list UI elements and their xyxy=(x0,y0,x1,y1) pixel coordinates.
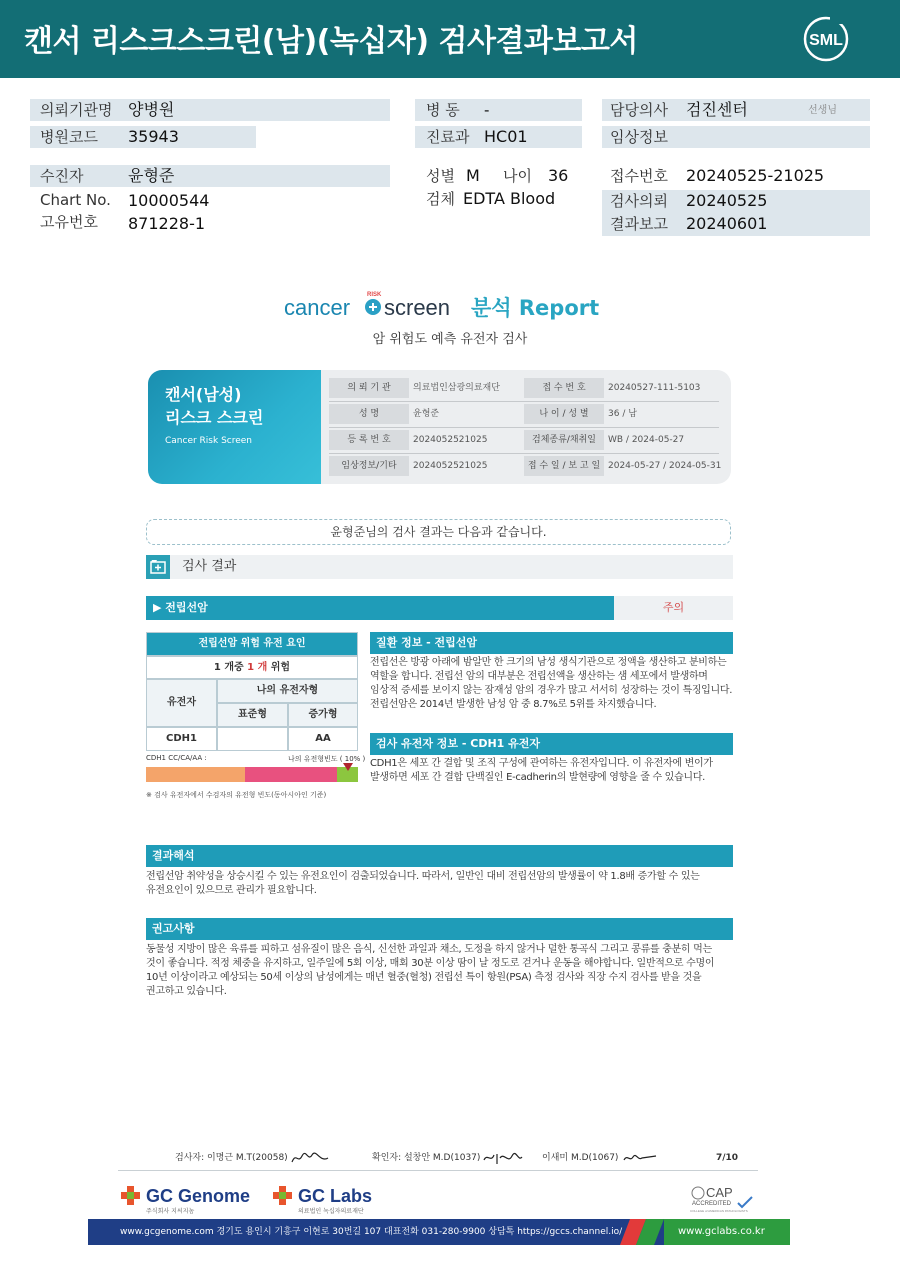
institution-value: 양병원 xyxy=(128,100,175,119)
summary-pre: 1 개중 xyxy=(213,662,244,673)
sml-logo-text: SML xyxy=(809,32,843,49)
card-value: WB / 2024-05-27 xyxy=(608,435,685,445)
doctor-value: 검진센터 xyxy=(686,100,748,119)
card-title-line2: 리스크 스크린 xyxy=(165,408,264,427)
increase-header: 증가형 xyxy=(288,703,358,727)
gene-info-line: 발생하면 세포 간 결합 단백질인 E-cadherin의 발현량에 영향을 줄 수 있습니다. xyxy=(370,772,706,783)
department-value: HC01 xyxy=(484,127,528,146)
card-key: 등 록 번 호 xyxy=(329,430,409,450)
confirmer-signature xyxy=(482,1150,524,1166)
brand-screen: screen xyxy=(384,295,451,320)
frequency-legend-right: 나의 유전형빈도 ( 10% ) xyxy=(288,755,366,763)
gc-genome-text: GC Genome xyxy=(146,1186,251,1206)
clinical-label: 임상정보 xyxy=(610,128,668,146)
gene-table-summary xyxy=(146,656,358,679)
gc-labs-logo xyxy=(270,1182,380,1208)
age-value: 36 xyxy=(548,166,569,185)
brand-report: 분석 Report xyxy=(471,296,600,320)
report-date: 20240601 xyxy=(686,214,768,233)
department-label: 진료과 xyxy=(426,128,470,146)
gc-labs-subtitle: 의료법인 녹십자의료재단 xyxy=(298,1208,364,1215)
greeting-message: 윤형준님의 검사 결과는 다음과 같습니다. xyxy=(146,519,731,545)
summary-card xyxy=(148,370,731,484)
card-key: 임상정보/기타 xyxy=(329,456,409,476)
gc-labs-text: GC Labs xyxy=(298,1186,373,1206)
disease-info-line: 역할을 합니다. 전립선 암의 대부분은 전립선액을 생산하는 샘 세포에서 발생하며 xyxy=(370,671,708,682)
frequency-bar-standard xyxy=(146,767,245,782)
sex-label: 성별 xyxy=(426,167,455,185)
footer-url[interactable]: www.gclabs.co.kr xyxy=(678,1226,765,1237)
cap-accredited: ACCREDITED xyxy=(692,1201,732,1207)
disease-info-title: 질환 정보 - 전립선암 xyxy=(370,632,733,654)
card-key: 접 수 번 호 xyxy=(524,378,604,398)
hospital-code-value: 35943 xyxy=(128,127,179,146)
cap-organization: COLLEGE of AMERICAN PATHOLOGISTS xyxy=(690,1209,748,1213)
receipt-label: 접수번호 xyxy=(610,167,668,185)
recommendation-line: 것이 좋습니다. 적정 체중을 유지하고, 일주일에 5회 이상, 매회 30분 이상 땀이 날 정도로 걷거나 운동을 해야합니다. 일반적으로 수명이 xyxy=(146,958,715,969)
card-title-line1: 캔서(남성) xyxy=(165,385,242,404)
recommendation-line: 권고하고 있습니다. xyxy=(146,986,227,997)
brand-risk: RISK xyxy=(367,292,382,298)
patient-row xyxy=(30,165,390,187)
card-value: 윤형준 xyxy=(413,409,440,419)
page-number: 7/10 xyxy=(716,1153,739,1163)
gene-table-title: 전립선암 위험 유전 요인 xyxy=(146,632,358,656)
specimen-label: 검체 xyxy=(426,190,455,208)
sex-value: M xyxy=(466,166,480,185)
chart-label: Chart No. xyxy=(40,191,111,209)
brand-cancer: cancer xyxy=(284,295,351,320)
document-title: 캔서 리스크스크린(남)(녹십자) 검사결과보고서 xyxy=(24,24,638,59)
category-label: ▶ 전립선암 xyxy=(153,601,208,614)
standard-header: 표준형 xyxy=(217,703,288,727)
recommendation-line: 동물성 지방이 많은 육류를 피하고 섬유질이 많은 음식, 신선한 과일과 채소, 도정을 하지 않거나 덜한 통곡식 그리고 콩류를 충분히 먹는 xyxy=(146,944,712,955)
ward-value: - xyxy=(484,101,490,119)
card-value: 2024-05-27 / 2024-05-31 xyxy=(608,461,722,471)
card-value: 20240527-111-5103 xyxy=(608,383,701,393)
gene-name: CDH1 xyxy=(146,727,217,751)
card-value: 36 / 남 xyxy=(608,409,637,419)
cap-accredited-logo xyxy=(688,1183,760,1213)
cancer-risk-screen-logo xyxy=(284,291,614,325)
sml-logo xyxy=(800,14,852,64)
request-label: 검사의뢰 xyxy=(610,192,668,210)
other-md-label: 이새미 M.D(1067) xyxy=(542,1153,619,1163)
card-divider xyxy=(329,427,719,428)
card-value: 의료법인삼광의료재단 xyxy=(413,383,500,393)
card-key: 검체종류/채취일 xyxy=(524,430,604,450)
gc-genome-logo xyxy=(118,1182,256,1208)
interpretation-line: 전립선암 취약성을 상승시킬 수 있는 유전요인이 검출되었습니다. 따라서, 일반인 대비 전립선암의 발생률이 약 1.8배 증가할 수 있는 xyxy=(146,871,700,882)
card-value: 2024052521025 xyxy=(413,435,488,445)
gene-column-header: 유전자 xyxy=(146,679,217,727)
recommendation-title: 권고사항 xyxy=(146,918,733,940)
footer-address: www.gcgenome.com 경기도 용인시 기흥구 이현로 30번길 107 대표전화 031-280-9900 상담톡 https://gccs.channel.io/ xyxy=(120,1227,623,1237)
footer-divider xyxy=(118,1170,758,1171)
standard-value xyxy=(217,727,288,751)
unique-label: 고유번호 xyxy=(40,213,98,231)
examiner-signature xyxy=(290,1150,330,1166)
section-title: 검사 결과 xyxy=(182,559,237,574)
recommendation-line: 10년 이상이라고 예상되는 50세 이상의 남성에게는 매년 혈중(혈청) 전립선 특이 항원(PSA) 측정 검사와 직장 수지 검사를 받을 것을 xyxy=(146,972,702,983)
card-key: 나 이 / 성 별 xyxy=(524,404,604,424)
gene-info-line: CDH1은 세포 간 결합 및 조직 구성에 관여하는 유전자입니다. 이 유전자에 변이가 xyxy=(370,758,713,769)
examiner-signature-label: 검사자: 이명근 M.T(20058) xyxy=(175,1153,288,1163)
card-divider xyxy=(329,401,719,402)
institution-label: 의뢰기관명 xyxy=(40,101,113,119)
interpretation-title: 결과해석 xyxy=(146,845,733,867)
card-value: 2024052521025 xyxy=(413,461,488,471)
summary-count: 1 개 xyxy=(247,662,268,673)
unique-number: 871228-1 xyxy=(128,214,206,233)
disease-info-line: 전립선은 방광 아래에 밤알만 한 크기의 남성 생식기관으로 정액을 생산하고 분비하는 xyxy=(370,657,727,668)
summary-post: 위험 xyxy=(270,662,291,673)
ward-label: 병 동 xyxy=(426,101,460,119)
patient-label: 수진자 xyxy=(40,167,84,185)
confirmer-signature-label: 확인자: 설창안 M.D(1037) xyxy=(372,1153,481,1163)
card-key: 접 수 일 / 보 고 일 xyxy=(524,456,604,476)
card-divider xyxy=(329,453,719,454)
frequency-bar-hetero xyxy=(245,767,337,782)
frequency-legend-left: CDH1 CC/CA/AA : xyxy=(146,754,207,762)
interpretation-line: 유전요인이 있으므로 관리가 필요합니다. xyxy=(146,885,317,896)
increase-value: AA xyxy=(288,727,358,751)
card-key: 성 명 xyxy=(329,404,409,424)
category-status: 주의 xyxy=(662,601,685,614)
other-md-signature xyxy=(622,1150,658,1166)
card-key: 의 뢰 기 관 xyxy=(329,378,409,398)
gene-info-title: 검사 유전자 정보 - CDH1 유전자 xyxy=(370,733,733,755)
disease-info-line: 전립선암은 2014년 발생한 남성 암 중 8.7%로 5위를 차지했습니다. xyxy=(370,699,657,710)
hospital-code-label: 병원코드 xyxy=(40,128,98,146)
gc-genome-subtitle: 주식회사 지씨지놈 xyxy=(146,1208,195,1215)
doctor-suffix: 선생님 xyxy=(808,105,837,116)
result-folder-icon xyxy=(146,555,170,579)
chart-number: 10000544 xyxy=(128,191,210,210)
frequency-note: ※ 검사 유전자에서 수검자의 유전형 빈도(동아시아인 기준) xyxy=(146,791,327,799)
my-genotype-marker xyxy=(343,763,353,771)
age-label: 나이 xyxy=(503,167,532,185)
specimen-value: EDTA Blood xyxy=(463,189,556,208)
my-genotype-header: 나의 유전자형 xyxy=(217,679,358,703)
disease-info-line: 임상적 증세를 보이지 않는 잠재성 암의 경우가 많고 서서히 성장하는 것이 특징입니다. xyxy=(370,685,733,696)
report-label: 결과보고 xyxy=(610,215,668,233)
request-date: 20240525 xyxy=(686,191,768,210)
category-bar xyxy=(146,596,614,620)
doctor-label: 담당의사 xyxy=(610,101,668,119)
patient-name: 윤형준 xyxy=(128,166,175,185)
card-subtitle: Cancer Risk Screen xyxy=(165,436,253,446)
footer-stripe xyxy=(620,1219,664,1245)
cap-text: CAP xyxy=(706,1185,733,1200)
receipt-number: 20240525-21025 xyxy=(686,166,825,185)
report-subtitle: 암 위험도 예측 유전자 검사 xyxy=(372,332,528,347)
